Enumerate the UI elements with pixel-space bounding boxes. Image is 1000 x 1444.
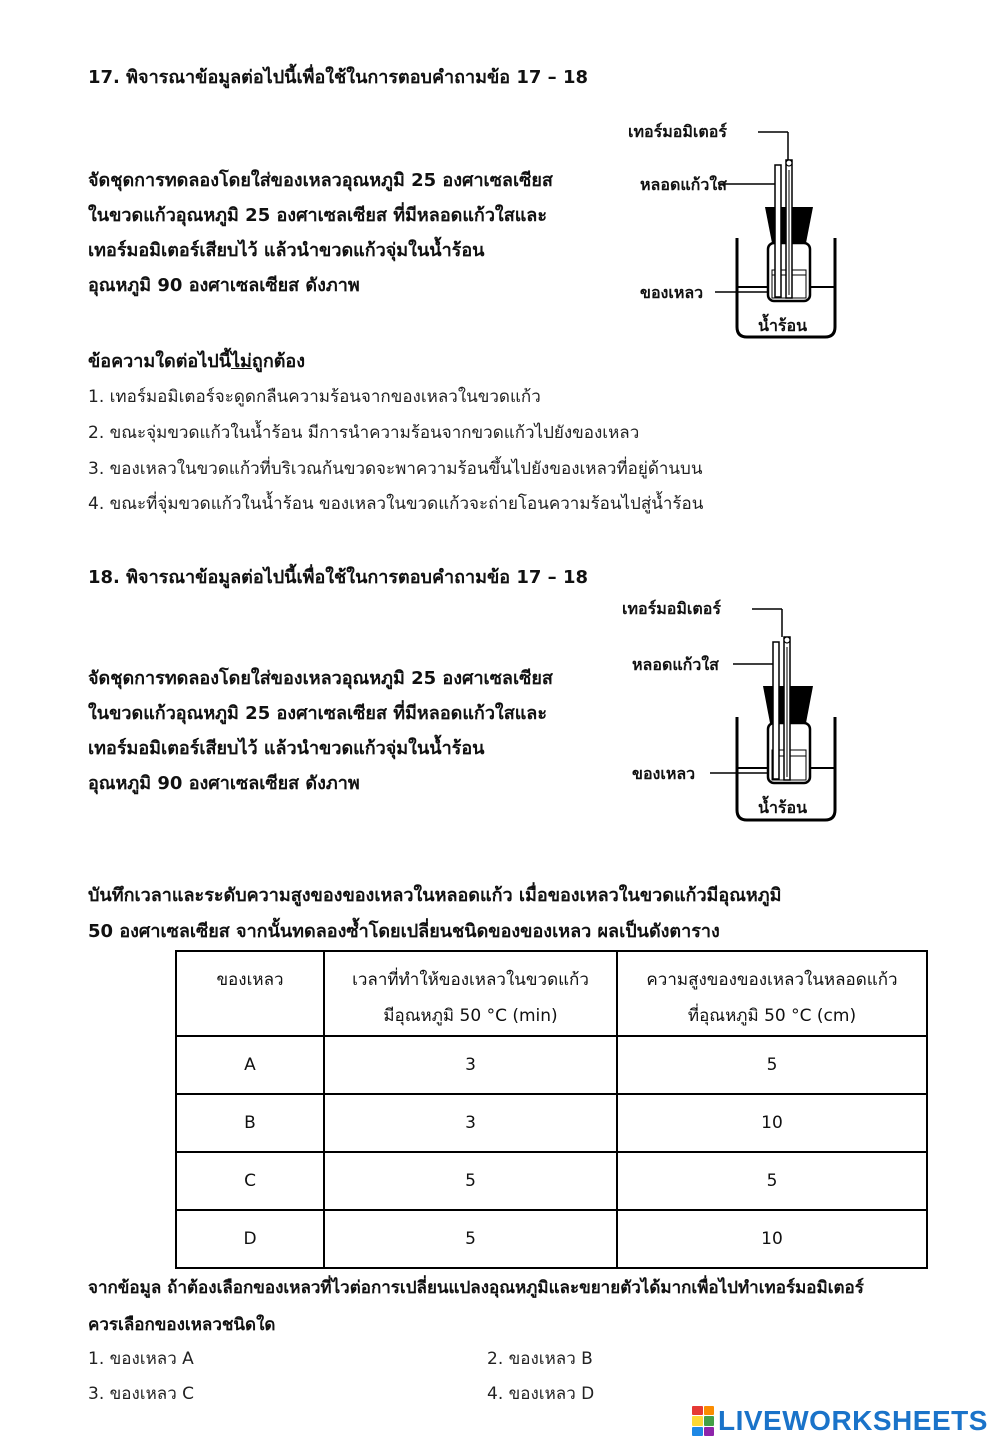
liveworksheets-logo[interactable] [692,1404,992,1438]
prompt-text: ถูกต้อง [251,351,306,372]
question-17-option-3[interactable]: 3. ของเหลวในขวดแก้วที่บริเวณก้นขวดจะพาความร้อนขึ้นไปยังของเหลวที่อยู่ด้านบน [88,459,703,479]
header-line: ของเหลว [216,970,284,990]
setup-line: ในขวดแก้วอุณหภูมิ 25 องศาเซลเซียส ที่มีหลอดแก้วใสและ [88,205,547,226]
header-line: เวลาที่ทำให้ของเหลวในขวดแก้ว [352,970,589,990]
cell-liquid: C [176,1152,324,1210]
cell-height: 5 [617,1152,927,1210]
question-17-prompt [88,346,305,375]
setup-line: จัดชุดการทดลองโดยใส่ของเหลวอุณหภูมิ 25 องศาเซลเซียส [88,170,553,191]
question-17-option-2[interactable]: 2. ขณะจุ่มขวดแก้วในน้ำร้อน มีการนำความร้อนจากขวดแก้วไปยังของเหลว [88,423,640,443]
header-time [324,951,617,1036]
table-row [176,1152,927,1210]
logo-icon [692,1406,714,1436]
cell-height: 10 [617,1094,927,1152]
setup-line: จัดชุดการทดลองโดยใส่ของเหลวอุณหภูมิ 25 องศาเซลเซียส [88,668,553,689]
logo-square [704,1427,715,1436]
header-liquid [176,951,324,1036]
question-18-option-4[interactable]: 4. ของเหลว D [487,1384,595,1404]
question-17-title: 17. พิจารณาข้อมูลต่อไปนี้เพื่อใช้ในการตอบคำถามข้อ 17 – 18 [88,67,589,88]
logo-square [692,1406,703,1415]
question-17-setup [88,163,553,303]
label-liquid: ของเหลว [640,283,704,302]
label-glass-tube: หลอดแก้วใส [640,175,727,194]
experiment-diagram-1 [620,115,860,345]
cell-time: 5 [324,1152,617,1210]
apparatus-drawing [620,115,860,345]
header-line: ที่อุณหภูมิ 50 °C (cm) [687,1006,857,1026]
label-hot-water: น้ำร้อน [758,316,808,335]
cell-liquid: D [176,1210,324,1268]
question-18-option-2[interactable]: 2. ของเหลว B [487,1349,593,1369]
header-line: มีอุณหภูมิ 50 °C (min) [383,1006,558,1026]
logo-square [704,1406,715,1415]
table-row [176,1210,927,1268]
setup-line: เทอร์มอมิเตอร์เสียบไว้ แล้วนำขวดแก้วจุ่มในน้ำร้อน [88,738,485,759]
logo-square [692,1416,703,1425]
results-table [175,950,928,1269]
question-18-title: 18. พิจารณาข้อมูลต่อไปนี้เพื่อใช้ในการตอบคำถามข้อ 17 – 18 [88,567,589,588]
cell-time: 5 [324,1210,617,1268]
question-18-prompt [88,1270,864,1344]
prompt-text: ข้อความใดต่อไปนี้ [88,351,231,372]
header-height [617,951,927,1036]
setup-line: อุณหภูมิ 90 องศาเซลเซียส ดังภาพ [88,773,360,794]
label-thermometer: เทอร์มอมิเตอร์ [628,122,727,141]
prompt-line: จากข้อมูล ถ้าต้องเลือกของเหลวที่ไวต่อการเปลี่ยนแปลงอุณหภูมิและขยายตัวได้มากเพื่อไปทำเทอร์มอมิเตอร์ [88,1278,864,1298]
cell-time: 3 [324,1094,617,1152]
label-thermometer: เทอร์มอมิเตอร์ [622,599,721,618]
experiment-diagram-2 [620,592,860,827]
setup-line: เทอร์มอมิเตอร์เสียบไว้ แล้วนำขวดแก้วจุ่มในน้ำร้อน [88,240,485,261]
table-row [176,1094,927,1152]
record-line: 50 องศาเซลเซียส จากนั้นทดลองซ้ำโดยเปลี่ยนชนิดของของเหลว ผลเป็นดังตาราง [88,921,720,942]
question-18-option-1[interactable]: 1. ของเหลว A [88,1349,194,1369]
label-hot-water: น้ำร้อน [758,798,808,817]
record-line: บันทึกเวลาและระดับความสูงของของเหลวในหลอดแก้ว เมื่อของเหลวในขวดแก้วมีอุณหภูมิ [88,885,782,906]
setup-line: อุณหภูมิ 90 องศาเซลเซียส ดังภาพ [88,275,360,296]
logo-square [692,1427,703,1436]
question-18-option-3[interactable]: 3. ของเหลว C [88,1384,195,1404]
prompt-negation: ไม่ [231,351,252,372]
cell-height: 5 [617,1036,927,1094]
cell-liquid: B [176,1094,324,1152]
logo-text: LIVEWORKSHEETS [718,1405,988,1436]
cell-time: 3 [324,1036,617,1094]
question-18-record-text [88,878,782,950]
question-17-option-4[interactable]: 4. ขณะที่จุ่มขวดแก้วในน้ำร้อน ของเหลวในขวดแก้วจะถ่ายโอนความร้อนไปสู่น้ำร้อน [88,494,704,514]
header-line: ความสูงของของเหลวในหลอดแก้ว [646,970,898,990]
cell-liquid: A [176,1036,324,1094]
apparatus-drawing [620,592,860,827]
prompt-line: ควรเลือกของเหลวชนิดใด [88,1315,276,1335]
setup-line: ในขวดแก้วอุณหภูมิ 25 องศาเซลเซียส ที่มีหลอดแก้วใสและ [88,703,547,724]
table-row [176,1036,927,1094]
label-glass-tube: หลอดแก้วใส [632,655,719,674]
cell-height: 10 [617,1210,927,1268]
label-liquid: ของเหลว [632,764,696,783]
question-18-setup [88,661,553,801]
table-header-row [176,951,927,1036]
logo-square [704,1416,715,1425]
question-17-option-1[interactable]: 1. เทอร์มอมิเตอร์จะดูดกลืนความร้อนจากของเหลวในขวดแก้ว [88,387,541,407]
